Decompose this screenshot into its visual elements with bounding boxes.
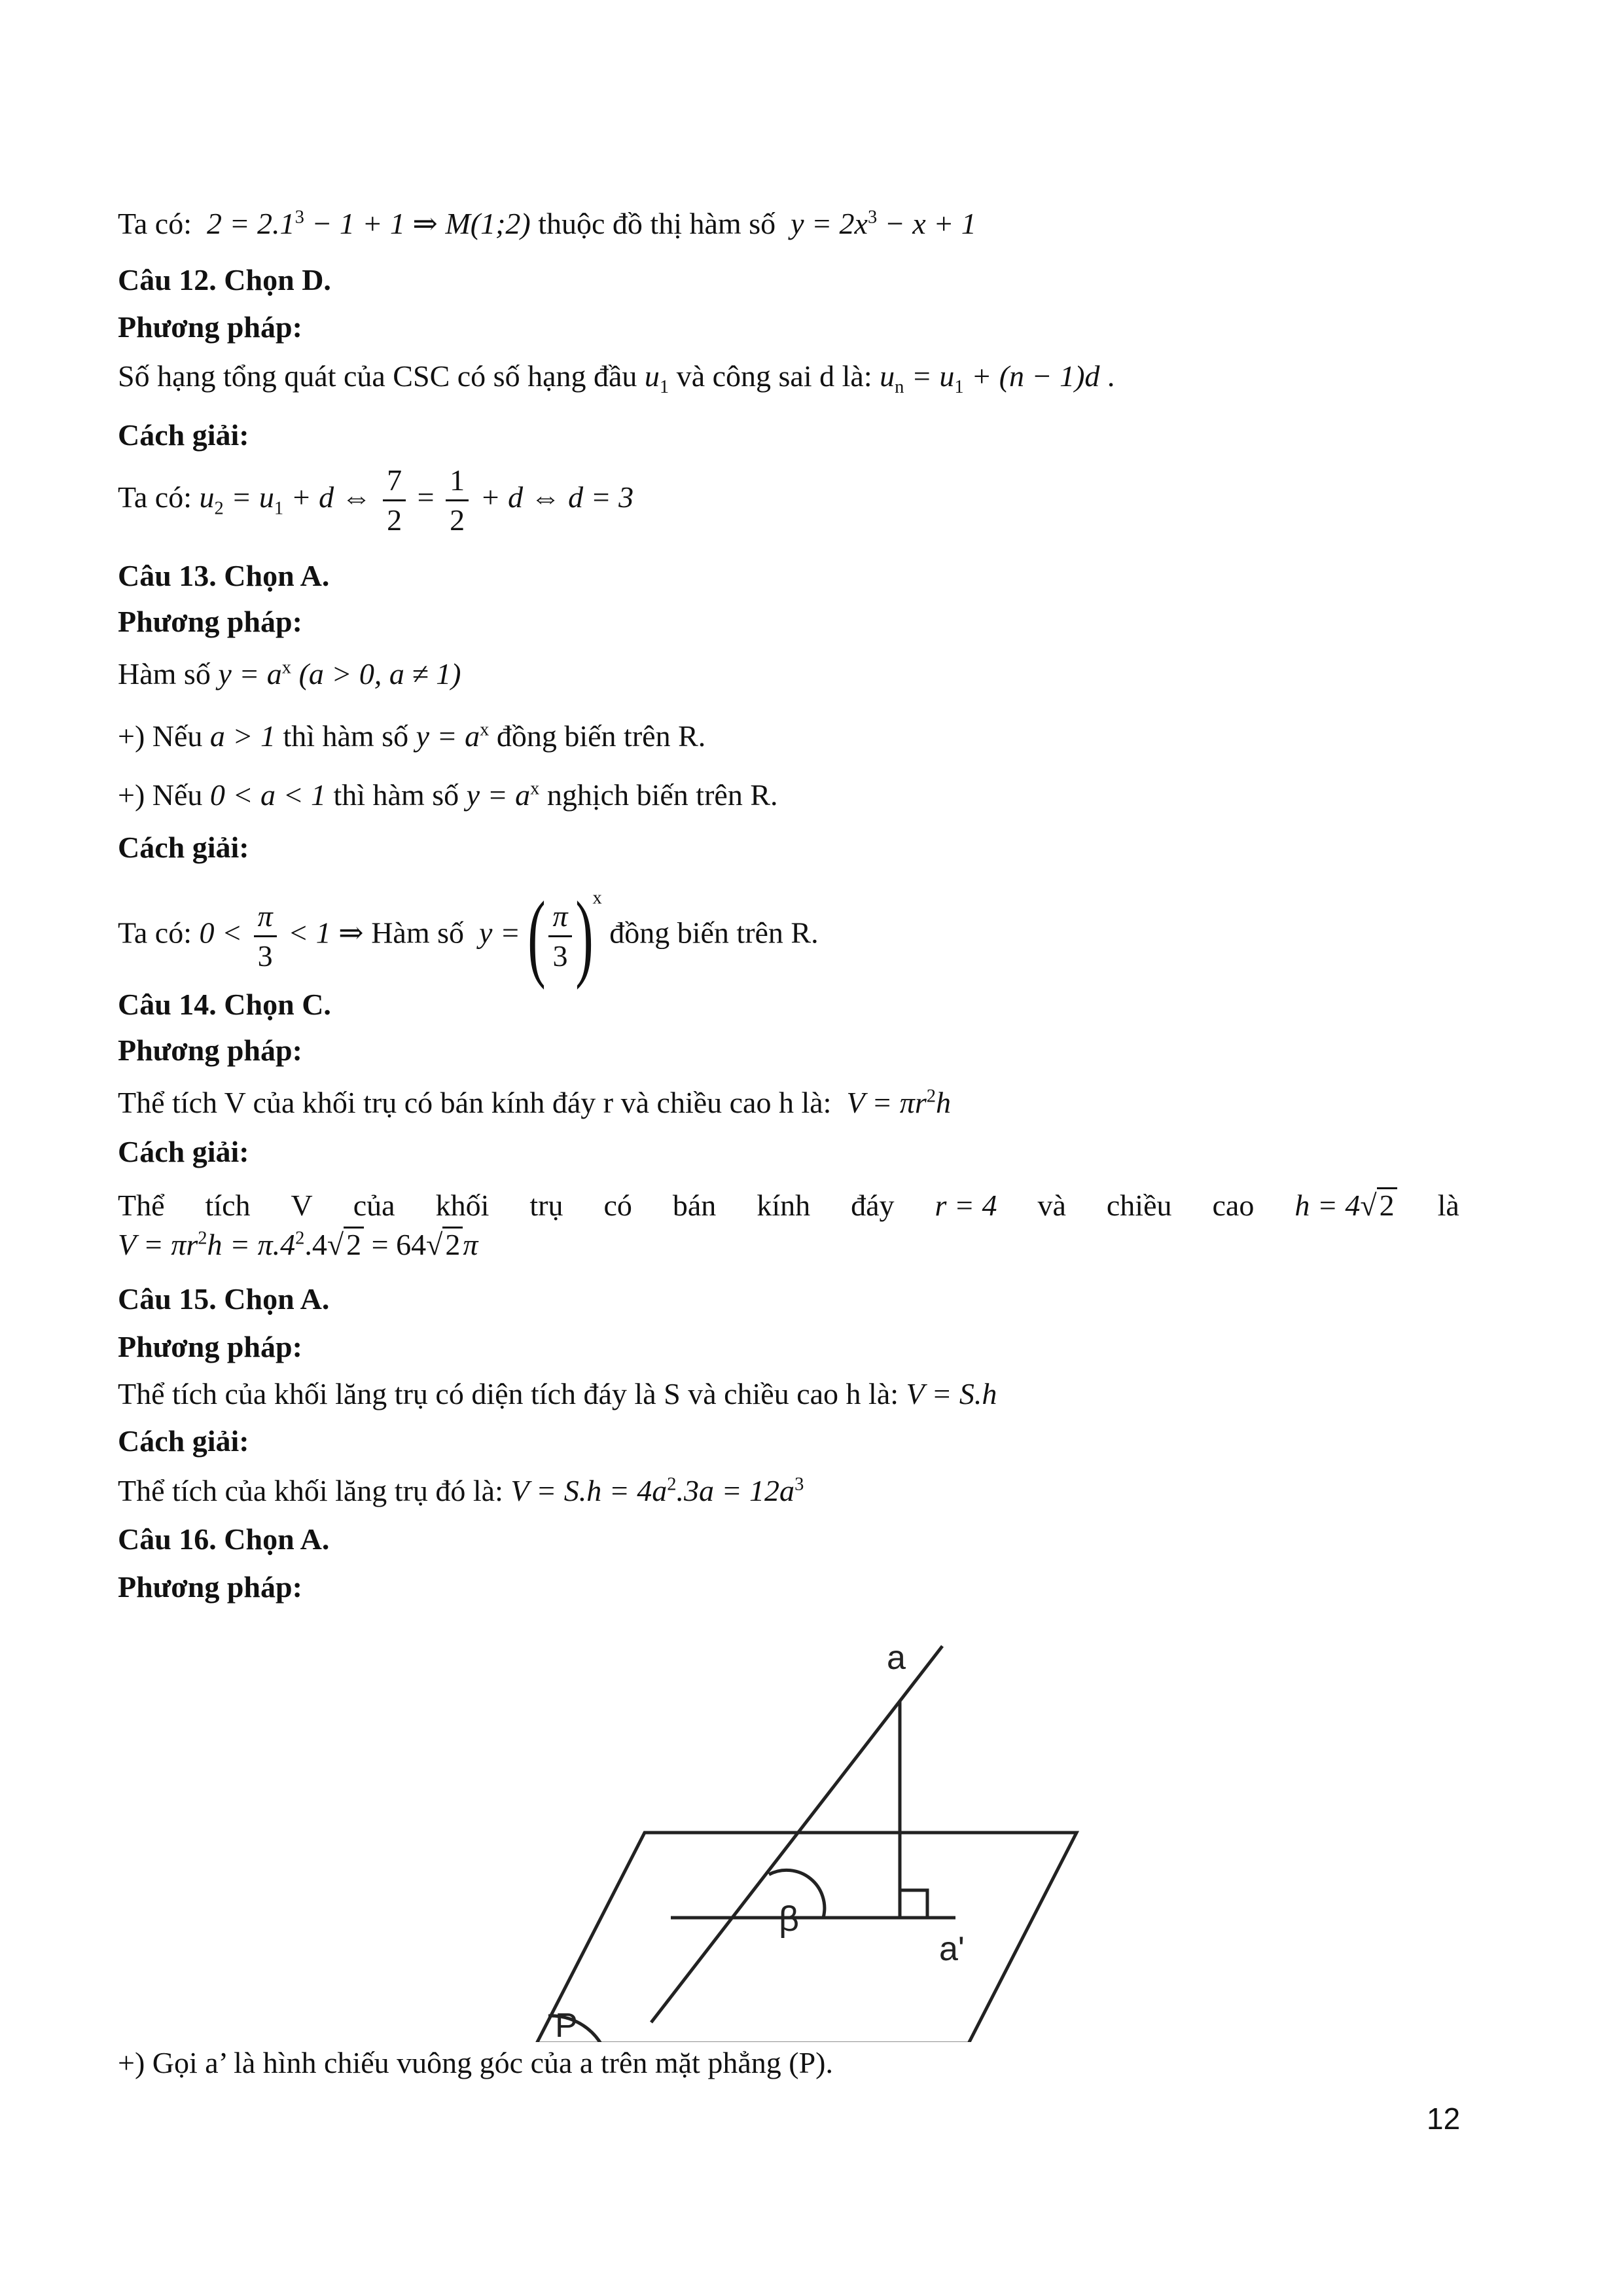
c12-heading: Câu 12. Chọn D. xyxy=(118,263,331,296)
fraction-pi-3-paren: $\frac{\pi}{3}$ xyxy=(548,897,571,975)
c14-solution-line-2: $V = \pi r^2h = \pi.4^2.4√2 = 64√2\pi$ xyxy=(118,1228,478,1261)
c16-method-label: Phương pháp: xyxy=(118,1570,302,1604)
c14-method: Thể tích V của khối trụ có bán kính đáy r và chiều cao h là: $V = \pi r^2h$ xyxy=(118,1086,951,1119)
label-a-prime: a' xyxy=(939,1930,965,1968)
label-beta: β xyxy=(779,1899,800,1939)
c13-function: Hàm số $y = a^x$ (a > 0, a ≠ 1) xyxy=(118,657,461,691)
c15-heading: Câu 15. Chọn A. xyxy=(118,1282,330,1316)
c12-method-label: Phương pháp: xyxy=(118,310,302,344)
c14-heading: Câu 14. Chọn C. xyxy=(118,988,331,1021)
c13-heading: Câu 13. Chọn A. xyxy=(118,559,330,592)
fraction-1-2: $\frac{1}{2}$ xyxy=(446,461,469,539)
c12-method: Số hạng tổng quát của CSC có số hạng đầu $u_1$ và công sai d là: $u_n = u_1 + (n - 1)d$ . xyxy=(118,359,1115,398)
c11-line: Ta có: $2 = 2.1^3 - 1 + 1$ ⇒ M(1;2) thuộc đồ thị hàm số $y = 2x^3 - x + 1$ xyxy=(118,207,976,240)
c14-method-label: Phương pháp: xyxy=(118,1033,302,1067)
c15-solution-label: Cách giải: xyxy=(118,1424,249,1458)
c13-case-1: +) Nếu a > 1 thì hàm số $y = a^x$ đồng biến trên R. xyxy=(118,719,706,753)
c14-solution-line-1: Thể tích V của khối trụ có bán kính đáy r = 4 và chiều cao h = 4√2 là xyxy=(118,1189,1459,1222)
c15-method-label: Phương pháp: xyxy=(118,1330,302,1363)
label-p: P xyxy=(555,2007,578,2042)
c12-solution-label: Cách giải: xyxy=(118,418,249,452)
plane-p xyxy=(537,1833,1077,2042)
c16-heading: Câu 16. Chọn A. xyxy=(118,1522,330,1556)
page-number: 12 xyxy=(1427,2102,1461,2136)
fraction-pi-3: $\frac{\pi}{3}$ xyxy=(254,897,277,975)
c14-solution-label: Cách giải: xyxy=(118,1135,249,1168)
c15-method: Thể tích của khối lăng trụ có diện tích đáy là S và chiều cao h là: V = S.h xyxy=(118,1377,997,1410)
c13-method-label: Phương pháp: xyxy=(118,605,302,638)
c12-solution: Ta có: $u_2 = u_1 + d$ ⇔ $\frac{7}{2}$ = $\frac{1}{2}$ + d ⇔ d = 3 xyxy=(118,461,633,539)
right-angle-mark xyxy=(900,1890,927,1918)
c16-note: +) Gọi a’ là hình chiếu vuông góc của a trên mặt phẳng (P). xyxy=(118,2046,833,2079)
c13-solution-label: Cách giải: xyxy=(118,831,249,864)
c15-solution: Thể tích của khối lăng trụ đó là: $V = S.h = 4a^2.3a = 12a^3$ xyxy=(118,1474,804,1507)
fraction-7-2: $\frac{7}{2}$ xyxy=(383,461,406,539)
c13-case-2: +) Nếu 0 < a < 1 thì hàm số $y = a^x$ nghịch biến trên R. xyxy=(118,778,778,812)
projection-figure xyxy=(510,1623,1099,2042)
c13-solution: Ta có: 0 < $\frac{\pi}{3}$ < 1 ⇒ Hàm số y = ( $\frac{\pi}{3}$ )$^x$ đồng biến trên R. xyxy=(118,882,819,990)
label-a: a xyxy=(887,1639,906,1677)
